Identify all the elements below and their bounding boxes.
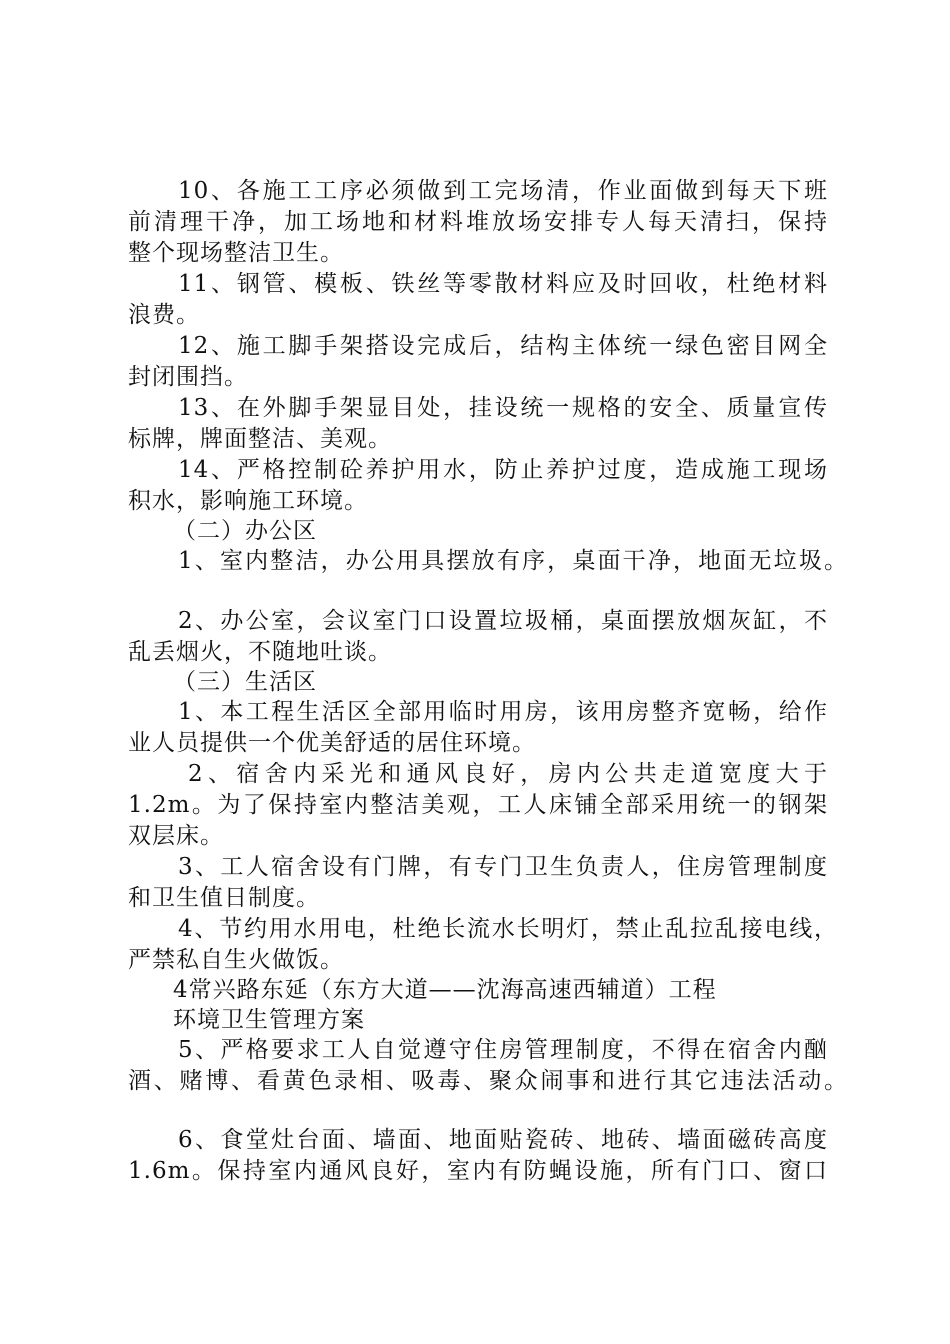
paragraph-line: 和卫生值日制度。 bbox=[128, 885, 320, 911]
paragraph-line: 前清理干净，加工场地和材料堆放场安排专人每天清扫，保持 bbox=[128, 209, 828, 235]
paragraph-line: 2、宿舍内采光和通风良好，房内公共走道宽度大于 bbox=[188, 761, 828, 787]
paragraph-line: 10、各施工工序必须做到工完场清，作业面做到每天下班 bbox=[178, 178, 828, 204]
paragraph-line: 14、严格控制砼养护用水，防止养护过度，造成施工现场 bbox=[178, 457, 828, 483]
paragraph-line: 整个现场整洁卫生。 bbox=[128, 240, 344, 266]
paragraph-line: 酒、赌博、看黄色录相、吸毒、聚众闹事和进行其它违法活动。 bbox=[128, 1068, 848, 1094]
paragraph-line: 1、室内整洁，办公用具摆放有序，桌面干净，地面无垃圾。 bbox=[178, 548, 848, 574]
paragraph-line: 4、节约用水用电，杜绝长流水长明灯，禁止乱拉乱接电线， bbox=[178, 916, 838, 942]
paragraph-line: 13、在外脚手架显目处，挂设统一规格的安全、质量宣传 bbox=[178, 395, 828, 421]
paragraph-line: 2、办公室，会议室门口设置垃圾桶，桌面摆放烟灰缸，不 bbox=[178, 608, 828, 634]
footer-subtitle: 环境卫生管理方案 bbox=[173, 1007, 365, 1033]
paragraph-line: 1.2m。为了保持室内整洁美观，工人床铺全部采用统一的钢架 bbox=[128, 792, 828, 818]
footer-title: 4常兴路东延（东方大道——沈海高速西辅道）工程 bbox=[173, 977, 717, 1003]
section-heading: （三）生活区 bbox=[173, 669, 317, 695]
paragraph-line: 1.6m。保持室内通风良好，室内有防蝇设施，所有门口、窗口 bbox=[128, 1158, 828, 1184]
section-heading: （二）办公区 bbox=[173, 518, 317, 544]
paragraph-line: 业人员提供一个优美舒适的居住环境。 bbox=[128, 730, 536, 756]
paragraph-line: 12、施工脚手架搭设完成后，结构主体统一绿色密目网全 bbox=[178, 333, 828, 359]
paragraph-line: 积水，影响施工环境。 bbox=[128, 488, 368, 514]
paragraph-line: 3、工人宿舍设有门牌，有专门卫生负责人，住房管理制度 bbox=[178, 854, 828, 880]
paragraph-line: 5、严格要求工人自觉遵守住房管理制度，不得在宿舍内酗 bbox=[178, 1037, 828, 1063]
paragraph-line: 封闭围挡。 bbox=[128, 364, 248, 390]
paragraph-line: 11、钢管、模板、铁丝等零散材料应及时回收，杜绝材料 bbox=[178, 271, 828, 297]
paragraph-line: 双层床。 bbox=[128, 823, 224, 849]
paragraph-line: 标牌，牌面整洁、美观。 bbox=[128, 426, 392, 452]
paragraph-line: 1、本工程生活区全部用临时用房，该用房整齐宽畅，给作 bbox=[178, 699, 828, 725]
paragraph-line: 6、食堂灶台面、墙面、地面贴瓷砖、地砖、墙面磁砖高度 bbox=[178, 1127, 828, 1153]
paragraph-line: 浪费。 bbox=[128, 302, 200, 328]
paragraph-line: 乱丢烟火，不随地吐谈。 bbox=[128, 639, 392, 665]
paragraph-line: 严禁私自生火做饭。 bbox=[128, 947, 344, 973]
